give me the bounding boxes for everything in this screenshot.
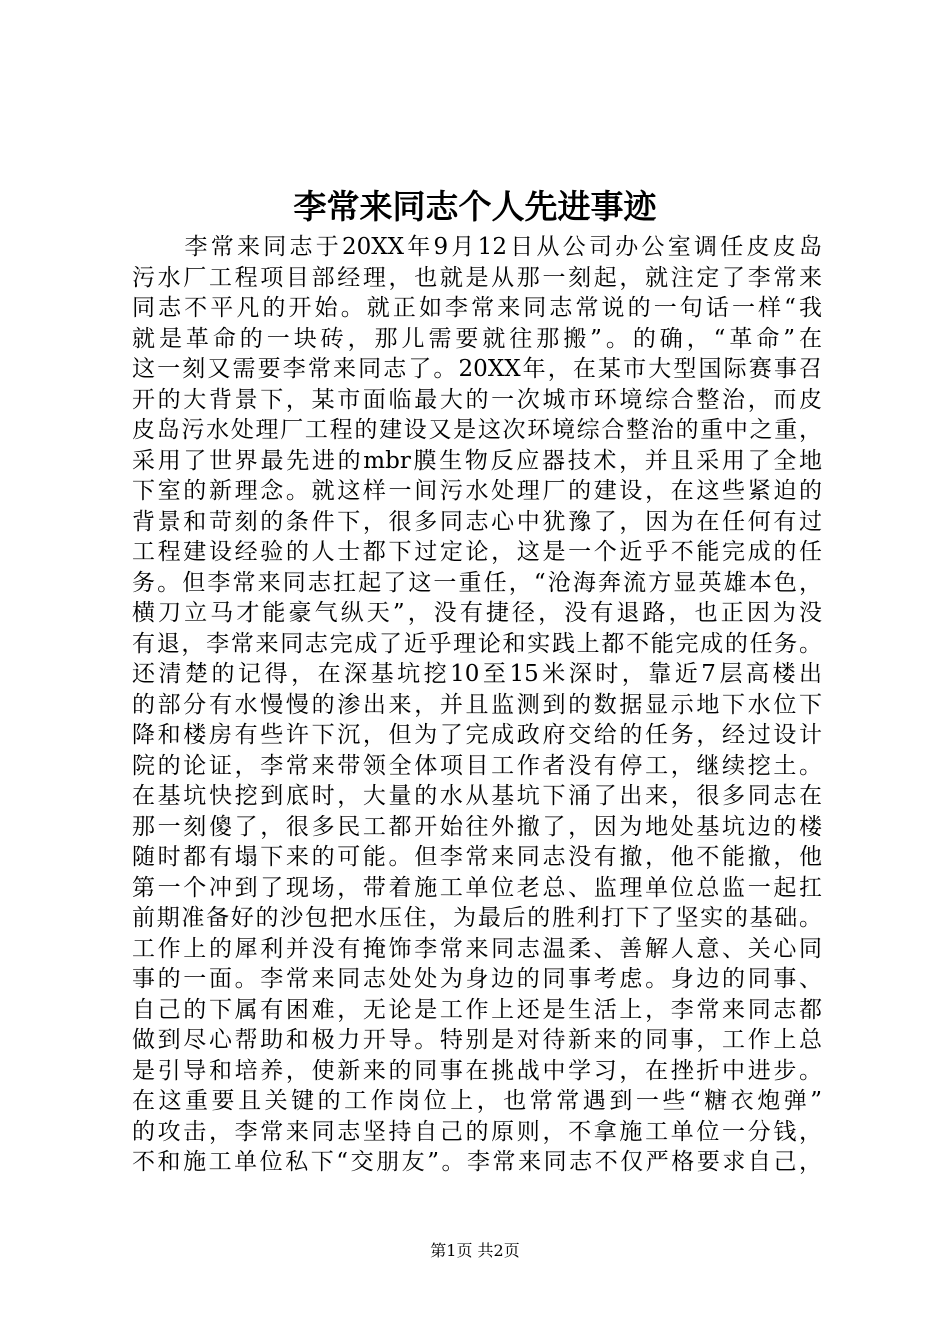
body-line: 前期准备好的沙包把水压住，为最后的胜利打下了坚实的基础。	[132, 905, 822, 931]
body-line: 背景和苛刻的条件下，很多同志心中犹豫了，因为在任何有过	[132, 508, 822, 535]
body-line: 就是革命的一块砖，那儿需要就往那搬”。的确，“革命”在	[132, 325, 822, 352]
body-line: 务。但李常来同志扛起了这一重任，“沧海奔流方显英雄本色，	[132, 569, 822, 596]
body-line: 李常来同志于20XX年9月12日从公司办公室调任皮皮岛	[132, 234, 822, 260]
body-line: 是引导和培养，使新来的同事在挑战中学习，在挫折中进步。	[132, 1057, 822, 1084]
body-line: 那一刻傻了，很多民工都开始往外撤了，因为地处基坑边的楼	[132, 813, 822, 840]
body-line: 降和楼房有些许下沉，但为了完成政府交给的任务，经过设计	[132, 722, 822, 748]
body-line: 的部分有水慢慢的渗出来，并且监测到的数据显示地下水位下	[132, 691, 822, 718]
body-line: 院的论证，李常来带领全体项目工作者没有停工，继续挖土。	[132, 752, 822, 779]
body-line: 下室的新理念。就这样一间污水处理厂的建设，在这些紧迫的	[132, 478, 822, 504]
body-line: 随时都有塌下来的可能。但李常来同志没有撤，他不能撤，他	[132, 844, 822, 870]
body-line: 这一刻又需要李常来同志了。20XX年，在某市大型国际赛事召	[132, 356, 822, 382]
document-title: 李常来同志个人先进事迹	[293, 187, 657, 226]
body-line: 的攻击，李常来同志坚持自己的原则，不拿施工单位一分钱，	[132, 1118, 822, 1145]
body-line: 同志不平凡的开始。就正如李常来同志常说的一句话一样“我	[132, 295, 822, 321]
body-line: 第一个冲到了现场，带着施工单位老总、监理单位总监一起扛	[132, 874, 822, 901]
body-line: 还清楚的记得，在深基坑挖10至15米深时，靠近7层高楼出	[132, 661, 822, 687]
body-line: 不和施工单位私下“交朋友”。李常来同志不仅严格要求自己，	[132, 1149, 822, 1175]
body-line: 做到尽心帮助和极力开导。特别是对待新来的同事，工作上总	[132, 1027, 822, 1053]
page-footer: 第1页 共2页	[430, 1241, 520, 1260]
body-line: 在这重要且关键的工作岗位上，也常常遇到一些“糖衣炮弹”	[132, 1088, 822, 1114]
body-line: 自己的下属有困难，无论是工作上还是生活上，李常来同志都	[132, 996, 822, 1023]
body-line: 采用了世界最先进的mbr膜生物反应器技术，并且采用了全地	[132, 447, 822, 474]
body-line: 横刀立马才能豪气纵天”，没有捷径，没有退路，也正因为没	[132, 600, 822, 626]
body-line: 有退，李常来同志完成了近乎理论和实践上都不能完成的任务。	[132, 630, 822, 657]
body-line: 污水厂工程项目部经理，也就是从那一刻起，就注定了李常来	[132, 264, 822, 291]
body-line: 皮岛污水处理厂工程的建设又是这次环境综合整治的重中之重，	[132, 417, 822, 443]
body-line: 工作上的犀利并没有掩饰李常来同志温柔、善解人意、关心同	[132, 935, 822, 962]
body-line: 开的大背景下，某市面临最大的一次城市环境综合整治，而皮	[132, 386, 822, 413]
body-line: 在基坑快挖到底时，大量的水从基坑下涌了出来，很多同志在	[132, 783, 822, 809]
body-line: 事的一面。李常来同志处处为身边的同事考虑。身边的同事、	[132, 966, 822, 992]
body-line: 工程建设经验的人士都下过定论，这是一个近乎不能完成的任	[132, 539, 822, 565]
document-body	[132, 232, 822, 1178]
